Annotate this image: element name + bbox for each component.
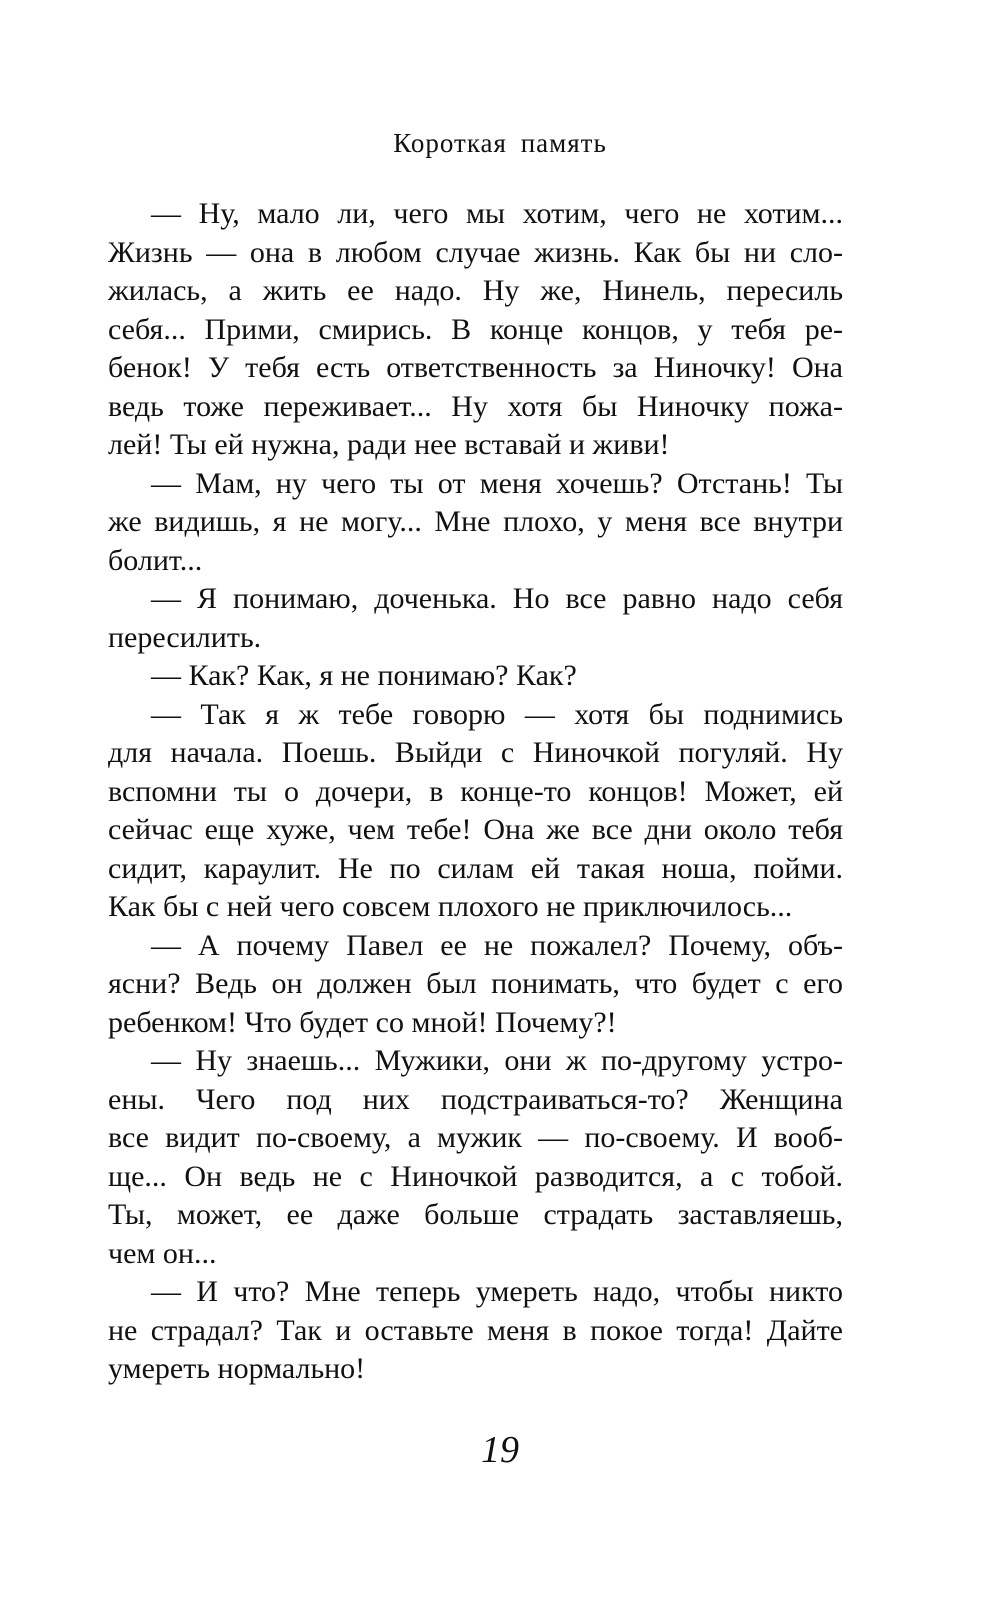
text-line: жилась, а жить ее надо. Ну же, Нинель, пересиль [108, 274, 843, 307]
text-line: не страдал? Так и оставьте меня в покое тогда! Дайте [108, 1313, 843, 1347]
body-text [108, 195, 843, 1389]
text-line: для начала. Поешь. Выйди с Ниночкой погуляй. Ну [108, 736, 843, 769]
text-line: сейчас еще хуже, чем тебе! Она же все дни около тебя [108, 813, 843, 846]
text-line: — А почему Павел ее не пожалел? Почему, объ- [151, 928, 843, 962]
text-line: сидит, караулит. Не по силам ей такая ноша, пойми. [108, 851, 843, 885]
text-line: Жизнь — она в любом случае жизнь. Как бы ни сло- [108, 235, 843, 269]
text-line: умереть нормально! [108, 1352, 366, 1385]
text-line: — И что? Мне теперь умереть надо, чтобы никто [151, 1275, 843, 1308]
text-line: — Так я ж тебе говорю — хотя бы поднимись [151, 697, 843, 731]
page-number: 19 [481, 1429, 519, 1471]
text-line: ведь тоже переживает... Ну хотя бы Ниночку пожа- [108, 389, 843, 423]
text-line: — Как? Как, я не понимаю? Как? [151, 659, 577, 692]
running-title: Короткая память [393, 128, 607, 158]
text-line: все видит по-своему, а мужик — по-своему. И вооб- [108, 1121, 843, 1154]
text-line: Как бы с ней чего совсем плохого не приключилось... [108, 890, 793, 923]
text-line: лей! Ты ей нужна, ради нее вставай и живи! [108, 428, 670, 461]
text-line: ребенком! Что будет со мной! Почему?! [108, 1005, 617, 1039]
text-line: бенок! У тебя есть ответственность за Ниночку! Она [108, 351, 843, 384]
text-line: чем он... [108, 1236, 217, 1270]
text-line: вспомни ты о дочери, в конце-то концов! Может, ей [108, 774, 843, 808]
text-line: ясни? Ведь он должен был понимать, что будет с его [108, 967, 843, 1000]
text-line: себя... Прими, смирись. В конце концов, у тебя ре- [108, 312, 843, 346]
text-line: ще... Он ведь не с Ниночкой разводится, а с тобой. [108, 1159, 843, 1193]
text-line: болит... [108, 543, 203, 577]
text-line: пересилить. [108, 620, 262, 654]
text-line: — Ну знаешь... Мужики, они ж по-другому устро- [151, 1044, 843, 1077]
text-line: же видишь, я не могу... Мне плохо, у меня все внутри [108, 505, 843, 538]
text-line: — Я понимаю, доченька. Но все равно надо себя [151, 582, 843, 615]
text-line: Ты, может, ее даже больше страдать заставляешь, [108, 1198, 843, 1231]
text-line: — Мам, ну чего ты от меня хочешь? Отстань! Ты [151, 466, 843, 500]
text-line: — Ну, мало ли, чего мы хотим, чего не хотим... [151, 197, 843, 230]
text-line: ены. Чего под них подстраиваться-то? Женщина [108, 1082, 843, 1116]
